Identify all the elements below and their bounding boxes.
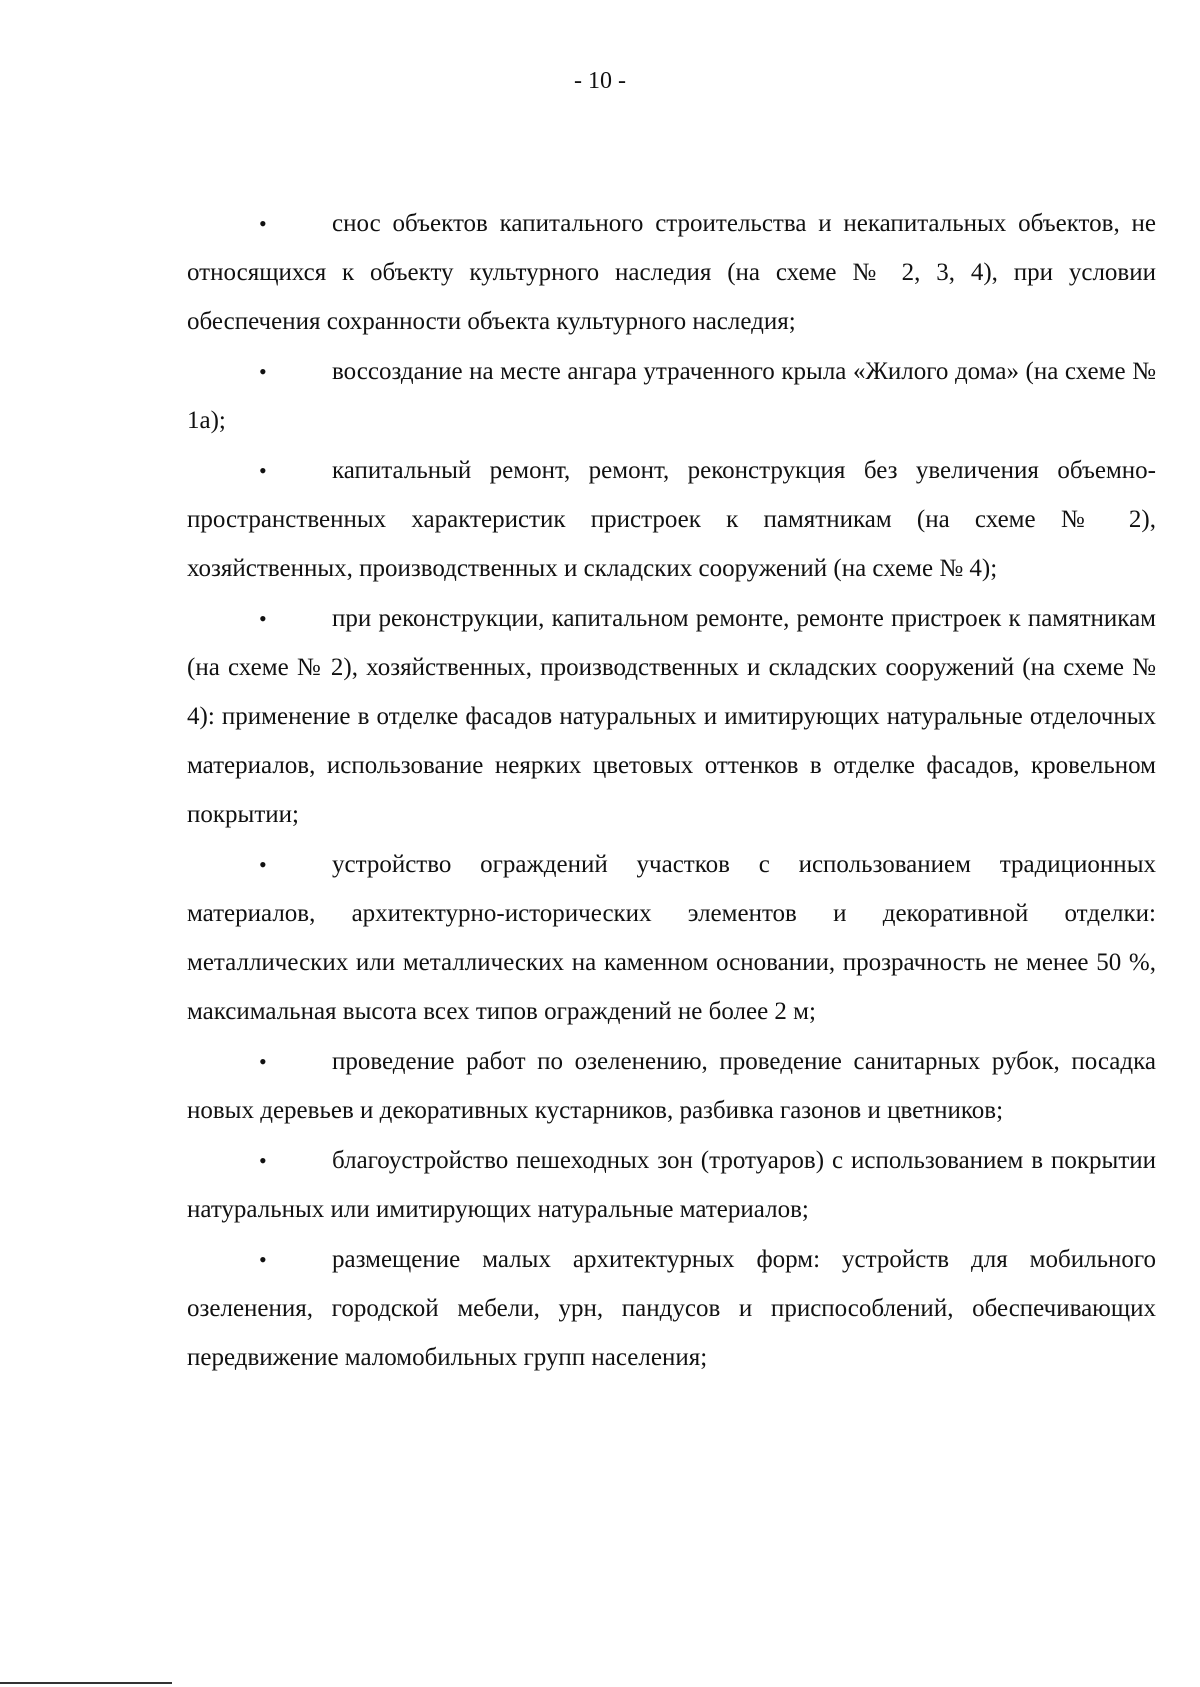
list-item bbox=[187, 446, 1156, 593]
document-body bbox=[187, 199, 1156, 1383]
bullet-icon: • bbox=[259, 606, 267, 631]
list-item bbox=[187, 347, 1156, 445]
list-item-text: размещение малых архитектурных форм: устройств для мобильного озеленения, городской мебели, урн, пандусов и приспособлений, обеспечивающих передвижение маломобильных групп населения; bbox=[187, 1246, 1156, 1371]
list-item bbox=[187, 1136, 1156, 1234]
list-item-text: при реконструкции, капитальном ремонте, ремонте пристроек к памятникам (на схеме № 2), хозяйственных, производственных и складских сооружений (на схеме № 4): применение в отделке фасадов натуральных и имитирующих натуральные отделочных материалов, использование неярких цветовых оттенков в отделке фасадов, кровельном покрытии; bbox=[187, 605, 1156, 828]
list-item bbox=[187, 1037, 1156, 1135]
list-item bbox=[187, 594, 1156, 839]
list-item-text: устройство ограждений участков с использованием традиционных материалов, архитектурно-исторических элементов и декоративной отделки: металлических или металлических на каменном основании, прозрачность не менее 50 %, максимальная высота всех типов ограждений не более 2 м; bbox=[187, 851, 1156, 1025]
bullet-icon: • bbox=[259, 1049, 267, 1074]
footer-rule bbox=[0, 1682, 172, 1684]
list-item-text: снос объектов капитального строительства и некапитальных объектов, не относящихся к объекту культурного наследия (на схеме № 2, 3, 4), при условии обеспечения сохранности объекта культурного наследия; bbox=[187, 210, 1156, 335]
list-item bbox=[187, 840, 1156, 1036]
list-item-text: капитальный ремонт, ремонт, реконструкция без увеличения объемно-пространственных характеристик пристроек к памятникам (на схеме № 2), хозяйственных, производственных и складских сооружений (на схеме № 4); bbox=[187, 457, 1156, 582]
bullet-icon: • bbox=[259, 211, 267, 236]
bullet-icon: • bbox=[259, 359, 267, 384]
page-number: - 10 - bbox=[574, 68, 626, 94]
bullet-icon: • bbox=[259, 1148, 267, 1173]
list-item-text: благоустройство пешеходных зон (тротуаров) с использованием в покрытии натуральных или имитирующих натуральные материалов; bbox=[187, 1147, 1156, 1223]
list-item bbox=[187, 199, 1156, 346]
bullet-icon: • bbox=[259, 458, 267, 483]
bullet-icon: • bbox=[259, 1247, 267, 1272]
list-item-text: проведение работ по озеленению, проведение санитарных рубок, посадка новых деревьев и декоративных кустарников, разбивка газонов и цветников; bbox=[187, 1048, 1156, 1124]
list-item bbox=[187, 1235, 1156, 1382]
list-item-text: воссоздание на месте ангара утраченного крыла «Жилого дома» (на схеме № 1а); bbox=[187, 358, 1156, 434]
bullet-icon: • bbox=[259, 852, 267, 877]
